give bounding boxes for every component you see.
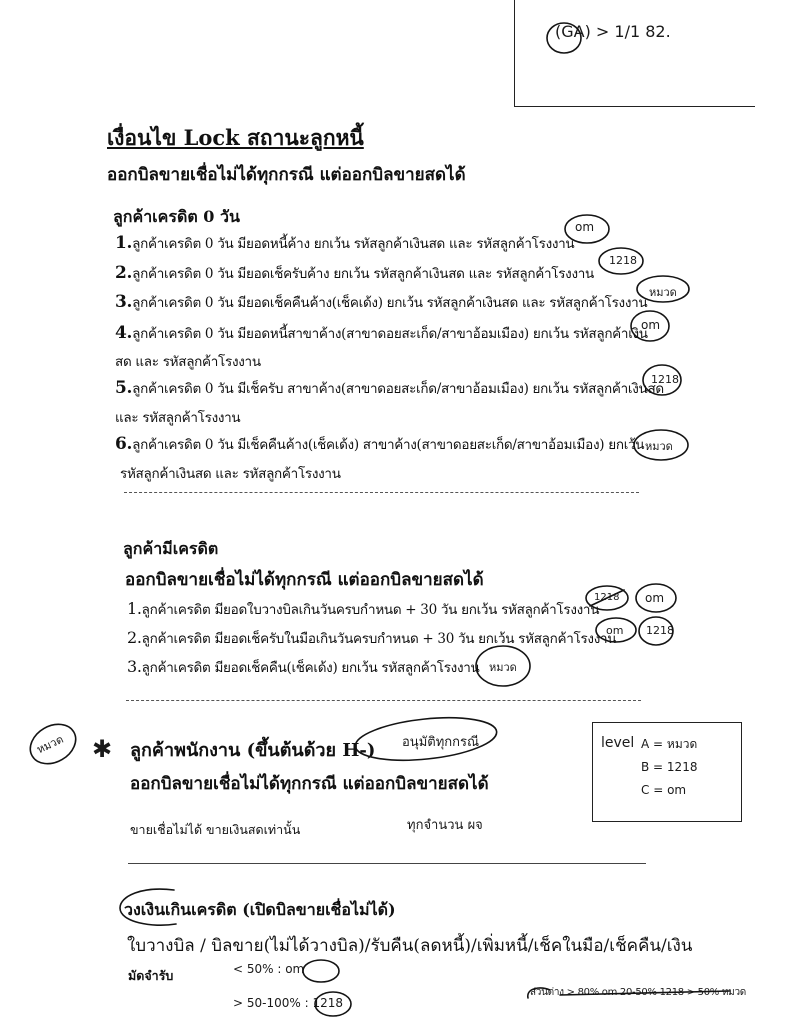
section2-item-1-note2-circle: [634, 581, 680, 617]
section1-item-2-note: 1218: [609, 254, 637, 267]
stamp-circle: [545, 20, 585, 60]
section2-heading: ลูกค้ามีเครดิต: [123, 539, 219, 558]
section2-subtitle: ออกบิลขายเชื่อไม่ได้ทุกกรณี แต่ออกบิลขายสดได้: [125, 570, 484, 590]
section1-item-6-note-circle: [632, 426, 692, 466]
section4-bottom-note: ส่วนต่าง > 80% om 20-50% 1218 > 50% หมวด: [530, 987, 746, 998]
section1-heading: ลูกค้าเครดิต 0 วัน: [113, 207, 240, 226]
section1-divider: [124, 492, 639, 493]
section1-item-3-note-circle: [635, 272, 693, 308]
section1-item-3-note: หมวด: [649, 286, 677, 299]
section2-item-3-note: หมวด: [489, 661, 517, 674]
section3-star: ✱: [92, 735, 113, 763]
section2-item-2-note2-circle: [637, 614, 677, 650]
level-row-c: C = om: [641, 783, 687, 797]
stamp-box-text: (GA) > 1/1 82.: [555, 22, 671, 41]
section1-item-4-note-circle: [628, 308, 674, 346]
section1-item-5-note: 1218: [651, 373, 679, 386]
section3-circle-note-circle: [352, 712, 502, 768]
section3-subtitle: ออกบิลขายเชื่อไม่ได้ทุกกรณี แต่ออกบิลขายสดได้: [130, 774, 489, 794]
section1-item-5-cont: และ รหัสลูกค้าโรงงาน: [115, 410, 241, 426]
section4-line: ใบวางบิล / บิลขาย(ไม่ได้วางบิล)/รับคืน(ลดหนี้)/เพิ่มหนี้/เช็คในมือ/เช็คคืน/เงิน: [127, 936, 693, 956]
section2-item-1: 1.ลูกค้าเครดิต มียอดใบวางบิลเกินวันครบกำหนด + 30 วัน ยกเว้น รหัสลูกค้าโรงงาน: [127, 599, 600, 618]
section4-bottom-note-strike: [520, 978, 760, 1018]
section1-item-1-note: om: [575, 220, 595, 234]
section4-heading-circle: [112, 884, 184, 932]
section3-line: ขายเชื่อไม่ได้ ขายเงินสดเท่านั้น: [130, 822, 301, 837]
page-subtitle: ออกบิลขายเชื่อไม่ได้ทุกกรณี แต่ออกบิลขายสดได้: [107, 165, 466, 185]
section4-heading: วงเงินเกินเครดิต (เปิดบิลขายเชื่อไม่ได้): [124, 900, 396, 919]
section1-item-6: 6.ลูกค้าเครดิต 0 วัน มีเช็คคืนค้าง(เช็คเด้ง) สาขาค้าง(สาขาดอยสะเก็ด/สาขาอ้อมเมือง) ยกเว้น: [115, 434, 645, 454]
section3-divider: [128, 863, 646, 864]
section4-label: มัดจำรับ: [128, 968, 174, 983]
page-title: เงื่อนไข Lock สถานะลูกหนี้: [107, 125, 364, 150]
section2-item-1-note2: om: [645, 591, 665, 605]
section1-item-4: 4.ลูกค้าเครดิต 0 วัน มียอดหนี้สาขาค้าง(สาขาดอยสะเก็ด/สาขาอ้อมเมือง) ยกเว้น รหัสลูกค้าเงิน: [115, 323, 648, 343]
section1-item-6-note: หมวด: [645, 440, 673, 453]
section1-item-6-cont: รหัสลูกค้าเงินสด และ รหัสลูกค้าโรงงาน: [120, 466, 341, 482]
section4-hand-row-1: < 50% : om: [233, 962, 305, 976]
section2-item-3-note-circle: [474, 644, 534, 690]
section1-item-4-cont: สด และ รหัสลูกค้าโรงงาน: [115, 354, 261, 370]
section1-item-4-note: om: [641, 318, 661, 332]
section2-item-2-note2: 1218: [646, 624, 674, 637]
section1-item-5: 5.ลูกค้าเครดิต 0 วัน มีเช็ครับ สาขาค้าง(สาขาดอยสะเก็ด/สาขาอ้อมเมือง) ยกเว้น รหัสลูกค้าเงินสด: [115, 378, 664, 398]
section2-item-2: 2.ลูกค้าเครดิต มียอดเช็ครับในมือเกินวันครบกำหนด + 30 วัน ยกเว้น รหัสลูกค้าโรงงาน: [127, 628, 617, 647]
section2-item-1-note1-circle: [584, 582, 632, 616]
section1-item-1: 1.ลูกค้าเครดิต 0 วัน มียอดหนี้ค้าง ยกเว้น รหัสลูกค้าเงินสด และ รหัสลูกค้าโรงงาน: [115, 233, 575, 253]
section1-item-5-note-circle: [640, 362, 686, 400]
section1-item-2: 2.ลูกค้าเครดิต 0 วัน มียอดเช็ครับค้าง ยกเว้น รหัสลูกค้าเงินสด และ รหัสลูกค้าโรงงาน: [115, 263, 594, 283]
section3-heading: ลูกค้าพนักงาน (ขึ้นต้นด้วย H-): [130, 740, 376, 761]
section4-hand-row-2-circle: [312, 990, 356, 1020]
section3-side-note-circle: [26, 720, 82, 770]
section3-circle-note: อนุมัติทุกกรณี: [402, 735, 480, 750]
section2-divider: [126, 700, 641, 701]
section2-item-3: 3.ลูกค้าเครดิต มียอดเช็คคืน(เช็คเด้ง) ยกเว้น รหัสลูกค้าโรงงาน: [127, 657, 480, 676]
section1-item-3: 3.ลูกค้าเครดิต 0 วัน มียอดเช็คคืนค้าง(เช็คเด้ง) ยกเว้น รหัสลูกค้าเงินสด และ รหัสลูกค้าโรงงาน: [115, 292, 648, 312]
section2-item-2-note1: om: [606, 624, 624, 637]
section4-hand-row-1-circle: [300, 958, 344, 986]
section3-side-note: หมวด: [34, 732, 66, 757]
level-box-title: level: [601, 735, 635, 751]
section2-item-2-note1-circle: [594, 614, 640, 648]
section4-hand-row-2: > 50-100% : 1218: [233, 996, 343, 1010]
level-row-b: B = 1218: [641, 760, 698, 774]
section2-item-1-note1: 1218: [594, 592, 620, 603]
section3-hand-note: ทุกจำนวน ผจ: [407, 818, 483, 833]
level-box: [592, 722, 742, 822]
level-row-a: A = หมวด: [641, 737, 698, 751]
